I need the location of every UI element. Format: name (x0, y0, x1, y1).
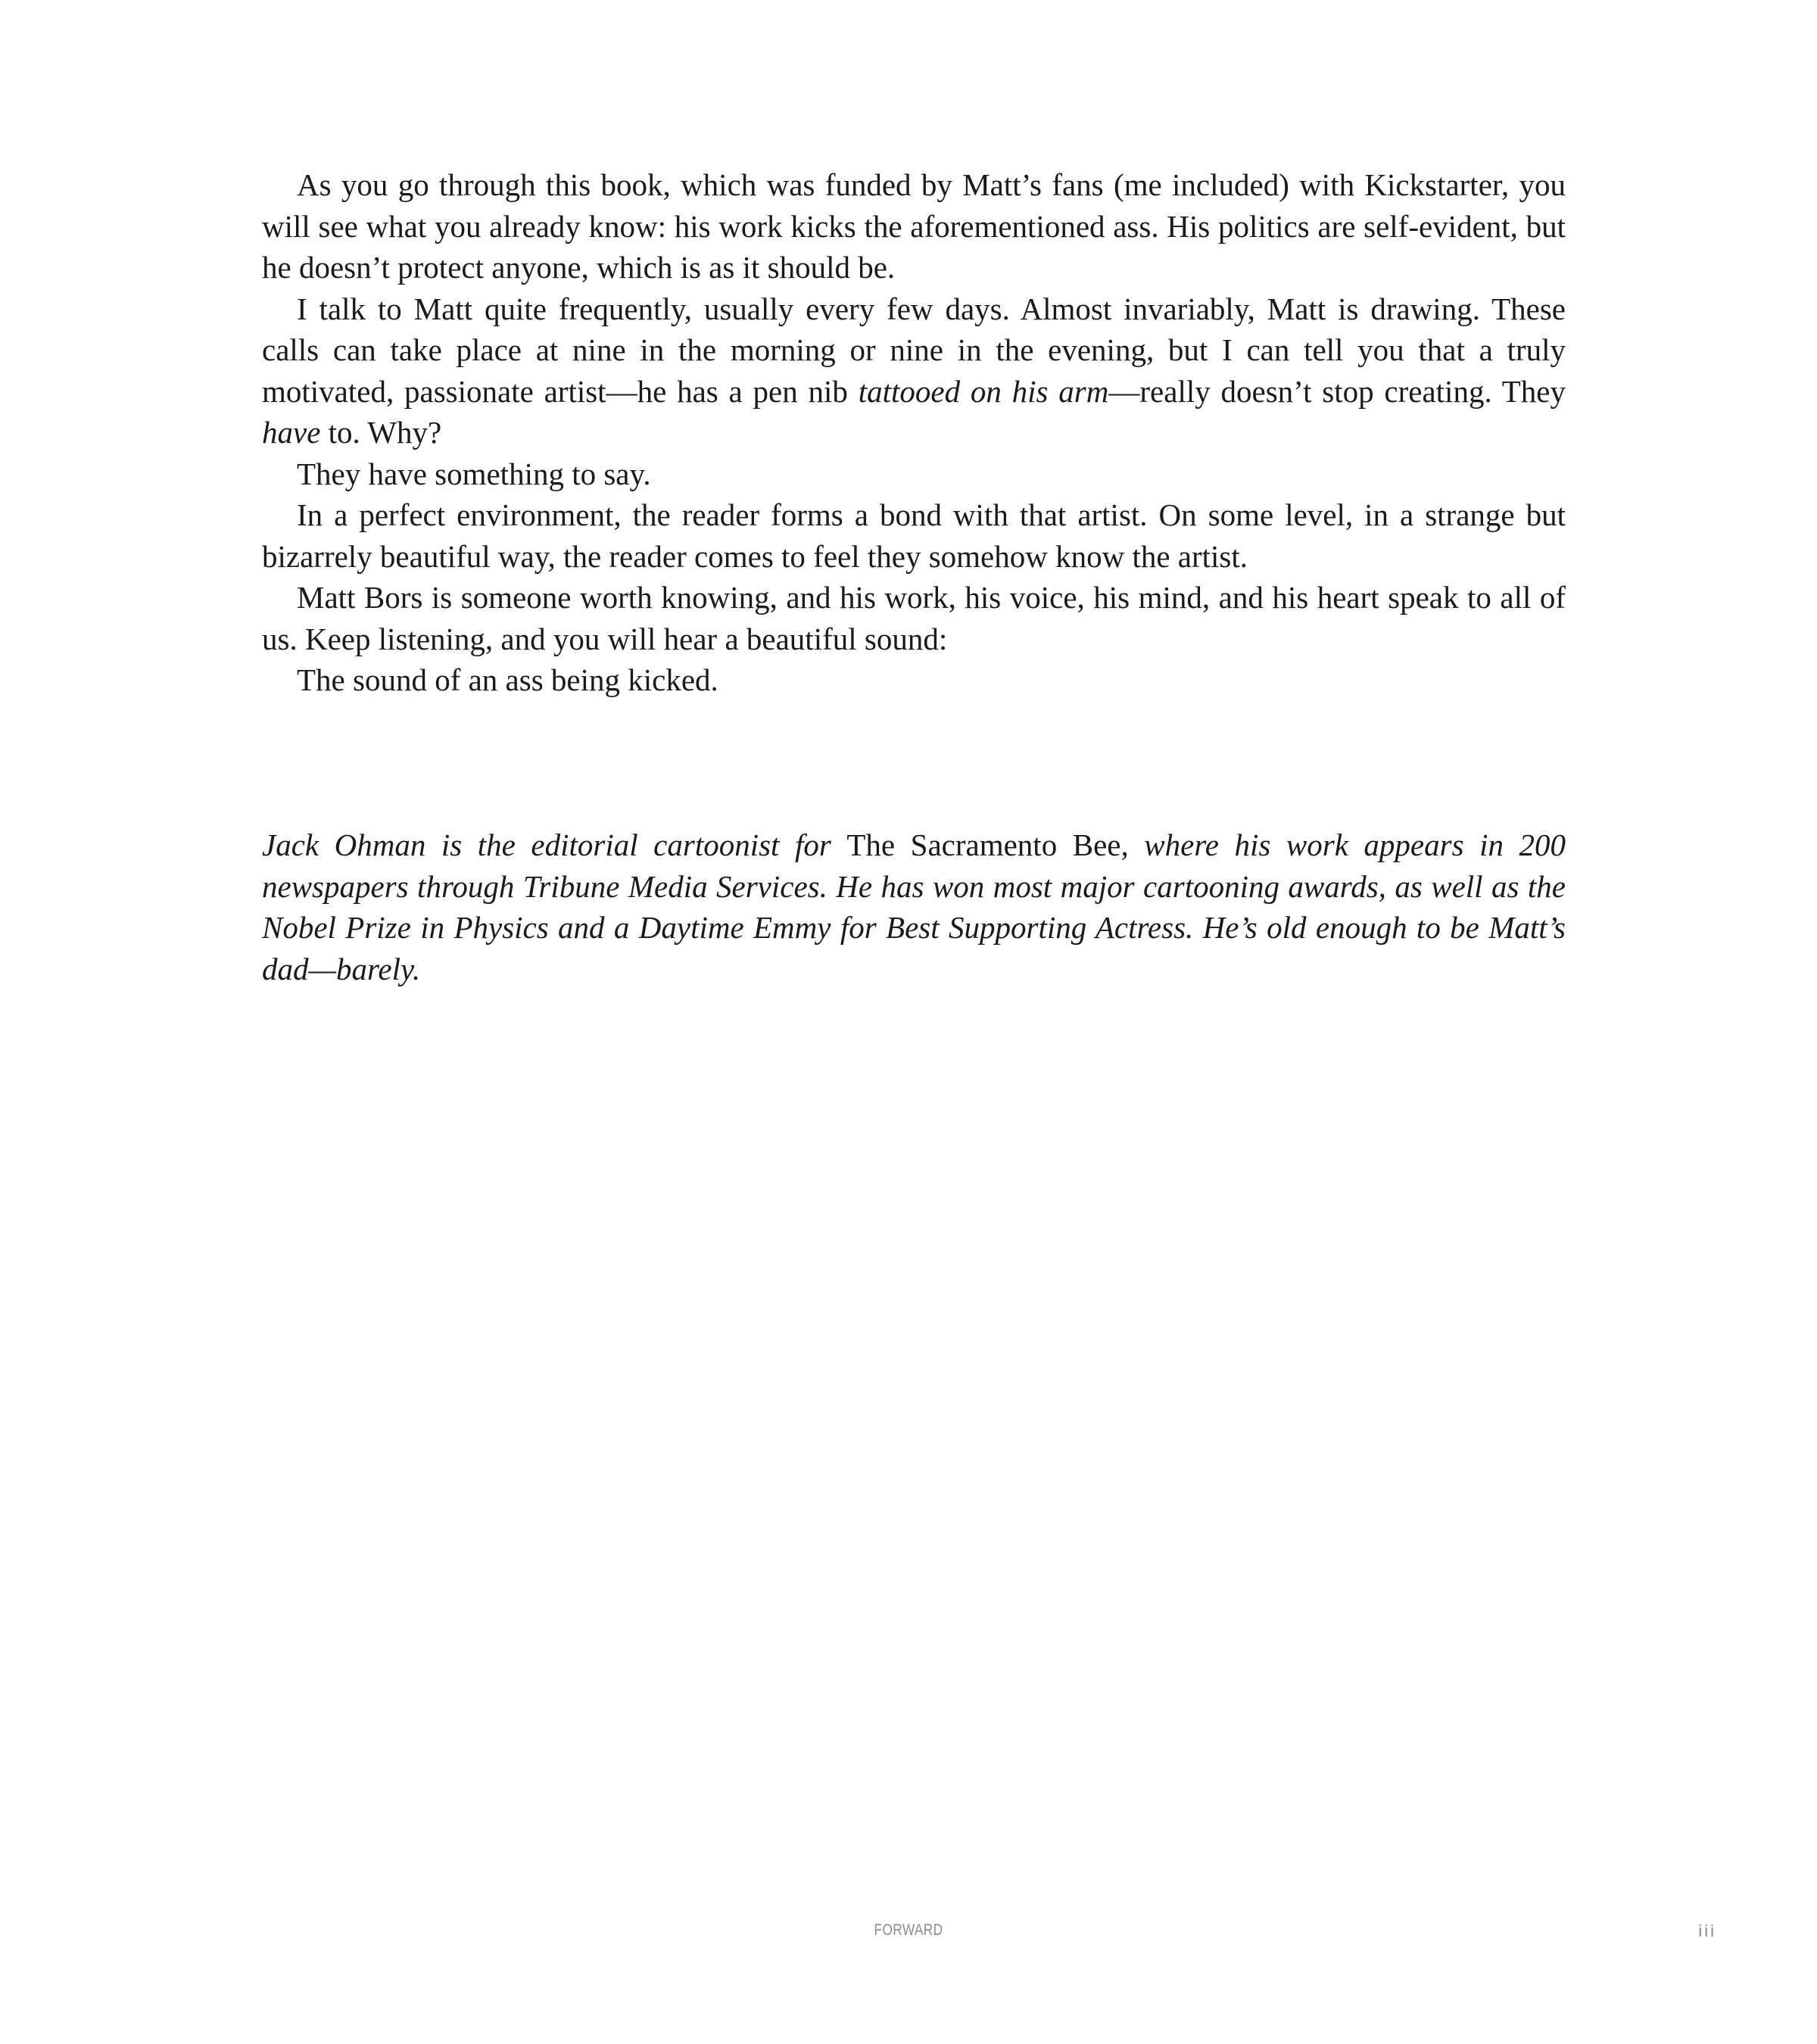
paragraph (262, 164, 1566, 288)
paragraph-text: to. Why? (320, 415, 442, 450)
paragraph (262, 288, 1566, 453)
paragraph (262, 659, 1566, 701)
emphasis-text: tattooed on his arm (858, 373, 1109, 409)
paragraph (262, 577, 1566, 659)
paragraph-text: Matt Bors is someone worth knowing, and his work, his voice, his mind, and his heart speak to all of us. Keep listening, and you will hear a beautiful sound: (262, 580, 1566, 656)
paragraph-text: In a perfect environment, the reader forms a bond with that artist. On some level, in a strange but bizarrely beautiful way, the reader comes to feel they somehow know the artist. (262, 497, 1566, 574)
paragraph-text: The sound of an ass being kicked. (297, 662, 718, 697)
page-number: iii (1698, 1921, 1716, 1940)
bio-text: , where his work appears in 200 newspapers through Tribune Media Services. He has won most major cartooning awards, as well as the Nobel Prize in Physics and a Daytime Emmy for Best Supporting Actress. He’s old enough to be Matt’s dad—barely. (262, 827, 1566, 986)
foreword-body (262, 164, 1566, 701)
paragraph-text: They have something to say. (297, 456, 651, 491)
emphasis-text: have (262, 415, 321, 450)
author-bio (262, 824, 1566, 989)
paragraph-text: As you go through this book, which was funded by Matt’s fans (me included) with Kickstarter, you will see what you already know: his work kicks the aforementioned ass. His politics are self-evident, but he doesn’t protect anyone, which is as it should be. (262, 167, 1566, 285)
publication-name: The Sacramento Bee (846, 827, 1121, 862)
paragraph (262, 494, 1566, 577)
running-footer-section: FORWARD (874, 1921, 943, 1939)
bio-text: Jack Ohman is the editorial cartoonist for (262, 827, 847, 862)
paragraph-text: I talk to Matt quite frequently, usually every few days. Almost invariably, Matt is drawing. These calls can take place at nine in the morning or nine in the evening, but I can tell you that a truly motivated, passionate artist—he has a pen nib (262, 291, 1566, 409)
paragraph-text: —really doesn’t stop creating. They (1108, 373, 1566, 409)
paragraph (262, 453, 1566, 495)
